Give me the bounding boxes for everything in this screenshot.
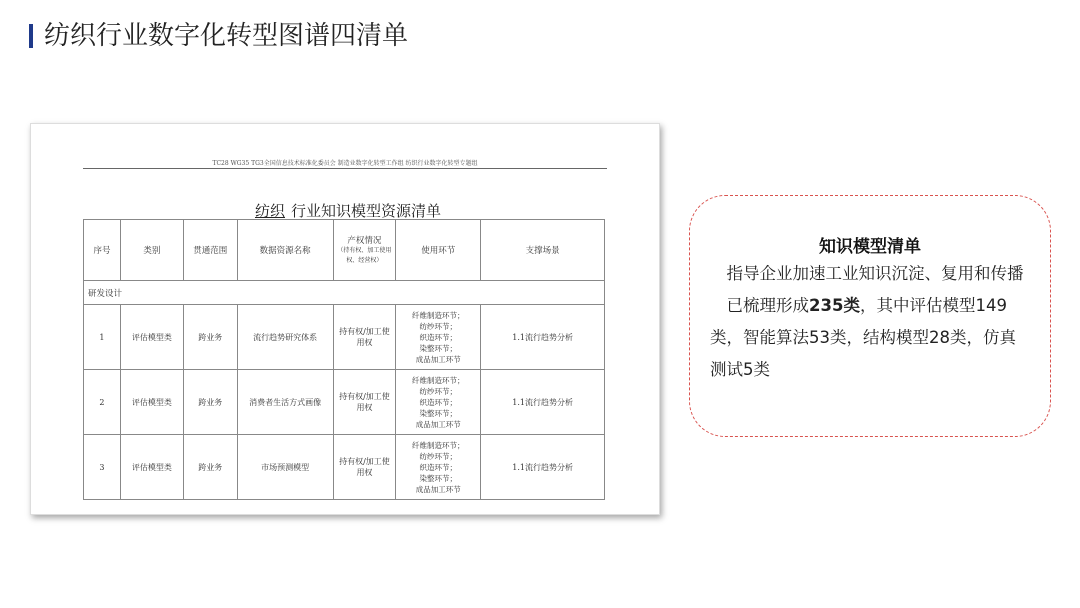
cell-scope: 跨业务 [183,370,237,435]
stage-item: 成品加工环节 [415,354,461,364]
card-text: 已梳理形成 [726,296,809,315]
cell-no: 1 [84,305,121,370]
cell-rights: 持有权/加工使用权 [333,435,396,500]
doc-title-prefix: 纺织 [254,202,285,220]
stage-item: 成品加工环节 [415,419,461,429]
col-header: 支撑场景 [481,220,605,281]
cell-scenario: 1.1流行趋势分析 [481,305,605,370]
card-title: 知识模型清单 [819,237,921,257]
table-row [84,305,605,370]
cell-category: 评估模型类 [120,435,183,500]
col-header: 贯通范围 [183,220,237,281]
table-row [84,435,605,500]
doc-header: TC28 WG35 TG3全国信息技术标准化委员会 制造业数字化转型工作组 纺织行业数字化转型专题组 [212,160,478,167]
cell-category: 评估模型类 [120,370,183,435]
cell-no: 3 [84,435,121,500]
stage-item: 织造环节； [419,462,458,472]
col-header: 数据资源名称 [237,220,333,281]
section-row [84,281,605,305]
stage-item: 纤维制造环节； [412,440,465,450]
card-paragraph-1: 指导企业加速工业知识沉淀、复用和传播 [726,264,1024,283]
resource-table [83,219,605,500]
table-header-row [84,220,605,281]
stage-item: 纺纱环节； [419,321,458,331]
col-header: 序号 [84,220,121,281]
knowledge-model-card [689,195,1051,437]
cell-name: 消费者生活方式画像 [237,370,333,435]
col-header-main: 产权情况 [347,236,382,246]
cell-scope: 跨业务 [183,435,237,500]
col-header: 使用环节 [396,220,481,281]
stage-item: 织造环节； [419,332,458,342]
cell-name: 市场预测模型 [237,435,333,500]
stage-item: 纺纱环节； [419,386,458,396]
stage-item: 纤维制造环节； [412,310,465,320]
cell-no: 2 [84,370,121,435]
card-body [710,258,1028,386]
card-paragraph-2 [710,290,1028,386]
cell-scenario: 1.1流行趋势分析 [481,435,605,500]
card-text: ，其中评估模型149类，智能算法53类，结构模型28类，仿真测试5类 [710,296,1016,379]
stage-item: 织造环节； [419,397,458,407]
cell-scenario: 1.1流行趋势分析 [481,370,605,435]
cell-category: 评估模型类 [120,305,183,370]
card-highlight-count: 235类 [809,296,860,315]
stage-item: 纺纱环节； [419,451,458,461]
cell-rights: 持有权/加工使用权 [333,305,396,370]
cell-stages [396,370,481,435]
stage-item: 纤维制造环节； [412,375,465,385]
doc-title-suffix: 行业知识模型资源清单 [291,202,442,220]
cell-name: 流行趋势研究体系 [237,305,333,370]
doc-header-divider [83,168,607,169]
col-header: 类别 [120,220,183,281]
cell-scope: 跨业务 [183,305,237,370]
col-header-sub: （持有权、加工使用权、经营权） [337,247,392,264]
document-image [30,123,660,515]
cell-rights: 持有权/加工使用权 [333,370,396,435]
table-row [84,370,605,435]
col-header [333,220,396,281]
stage-item: 染整环节； [419,343,458,353]
doc-title [31,200,659,221]
stage-item: 染整环节； [419,408,458,418]
cell-stages [396,435,481,500]
title-accent-bar [29,24,33,48]
stage-item: 成品加工环节 [415,484,461,494]
stage-item: 染整环节； [419,473,458,483]
cell-stages [396,305,481,370]
slide-title: 纺织行业数字化转型图谱四清单 [44,21,409,51]
section-label: 研发设计 [84,281,605,305]
